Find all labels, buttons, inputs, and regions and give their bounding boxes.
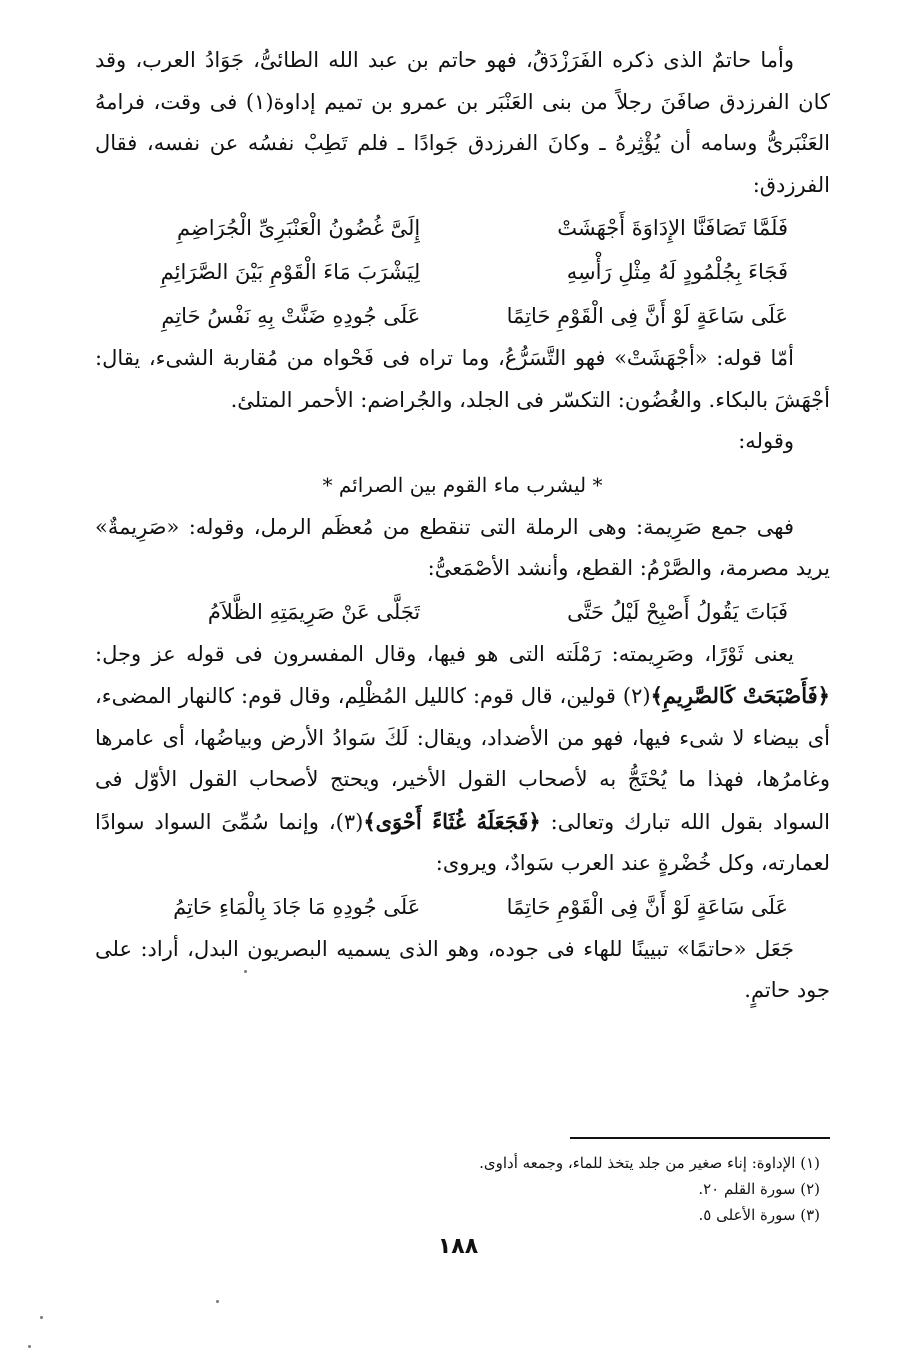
verse-first-hemistich: فَلَمَّا تَصَافَنَّا الإِدَاوَةَ أَجْهَشَتْ [557, 216, 788, 240]
scan-speck [28, 1345, 31, 1348]
verse-second-hemistich: تَجَلَّى عَنْ صَرِيمَتِهِ الظَّلاَمُ [207, 599, 421, 624]
verse-line [95, 294, 830, 338]
footnote-3: (٣) سورة الأعلى ٥. [698, 1206, 820, 1224]
verse-second-hemistich: عَلَى جُودِهِ ضَنَّتْ بِهِ نَفْسُ حَاتِمِ [161, 304, 421, 328]
paragraph-text: (٣)، وإنما سُمِّىَ السواد سوادًا لعمارته، وكل خُضْرةٍ عند العرب سَوادٌ، ويروى: [95, 809, 830, 875]
verse-first-hemistich: عَلَى سَاعَةٍ لَوْ أَنَّ فِى الْقَوْمِ حَاتِمًا [506, 304, 788, 328]
footnote-1: (١) الإداوة: إناء صغير من جلد يتخذ للماء، وجمعه أداوى. [479, 1154, 820, 1172]
scan-speck [216, 1300, 219, 1303]
verse-second-hemistich: لِيَشْرَبَ مَاءَ الْقَوْمِ بَيْنَ الصَّرَائِمِ [160, 260, 421, 284]
paragraph-wa-qawluhu: وقوله: [738, 429, 794, 453]
verse-second-hemistich: عَلَى جُودِهِ مَا جَادَ بِالْمَاءِ حَاتِمُ [173, 894, 421, 919]
verse-asmai [95, 590, 830, 634]
paragraph-text: (٢) قولين، قال قوم: كالليل المُظْلِم، وقال قوم: كالنهار المضىء، أى بيضاء لا شىء فيها، فهو من الأضداد، ويقال: لَكَ سَوادُ الأرض وبياضُها، أى عامرها وغامرُها، فهذا ما يُحْتَجُّ به لأصحاب القول الأخير، ويحتج لأصحاب القول الأوّل فى السواد بقول الله تبارك وتعالى: [95, 684, 830, 834]
verse-first-hemistich: فَبَاتَ يَقُولُ أَصْبِحْ لَيْلُ حَتَّى [567, 599, 788, 624]
verse-variant [95, 885, 830, 929]
paragraph-mufassirun [95, 634, 830, 885]
footnotes [100, 1150, 820, 1228]
verse-first-hemistich: عَلَى سَاعَةٍ لَوْ أَنَّ فِى الْقَوْمِ حَاتِمًا [506, 894, 788, 919]
verse-line [95, 206, 830, 250]
quoted-hemistich: * ليشرب ماء القوم بين الصرائم * [322, 472, 603, 497]
verse-first-hemistich: فَجَاءَ بِجُلْمُودٍ لَهُ مِثْلِ رَأْسِهِ [566, 260, 788, 284]
quran-quote-qalam: ﴿فَأَصْبَحَتْ كَالصَّرِيمِ﴾ [650, 683, 830, 708]
paragraph-ajhashat: أمّا قوله: «أجْهَشَتْ» فهو التَّسَرُّعُ، وما تراه فى فَحْواه من مُقاربة الشىء، يقال: أجْهَشَ بالبكاء. والغُضُون: التكسّر فى الجلد، والجُراضم: الأحمر المتلئ. [95, 346, 830, 412]
verse-line [95, 250, 830, 294]
footnote-2: (٢) سورة القلم ٢٠. [698, 1180, 820, 1198]
paragraph-sarima: فهى جمع صَرِيمة: وهى الرملة التى تنقطع من مُعظَم الرمل، وقوله: «صَرِيمةٌ» يريد مصرمة، والصَّرْمُ: القطع، وأنشد الأصْمَعىُّ: [95, 514, 830, 580]
footnote-divider [570, 1137, 830, 1139]
page-number: ١٨٨ [437, 1234, 479, 1259]
main-text [95, 40, 830, 1012]
scan-speck [244, 970, 247, 973]
paragraph-text: يعنى ثَوْرًا، وصَرِيمته: رَمْلَته التى هو فيها، وقال المفسرون فى قوله عز وجل: [95, 641, 794, 666]
quran-quote-ala: ﴿فَجَعَلَهُ غُثَاءً أَحْوَى﴾ [363, 808, 541, 834]
scan-speck [40, 1316, 43, 1319]
paragraph-hatim-intro: وأما حاتمٌ الذى ذكره الفَرَزْدَقُ، فهو حاتم بن عبد الله الطائىُّ، جَوَادُ العرب، وقد كان الفرزدق صافَنَ رجلاً من بنى العَنْبَر بن عمرو بن تميم إداوة(١) فى وقت، فرامهُ العَنْبَرىُّ وسامه أن يُؤْثِرهُ ـ وكانَ الفرزدق جَوادًا ـ فلم تَطِبْ نفسُه عن نفسه، فقال الفرزدق: [95, 48, 830, 197]
verse-second-hemistich: إِلَىَّ غُضُونُ الْعَنْبَرِىِّ الْجُرَاضِمِ [176, 216, 421, 240]
poem-farazdaq [95, 206, 830, 338]
paragraph-badal: جَعَل «حاتمًا» تبيينًا للهاء فى جوده، وهو الذى يسميه البصريون البدل، أراد: على جود حاتمٍ. [95, 936, 830, 1002]
